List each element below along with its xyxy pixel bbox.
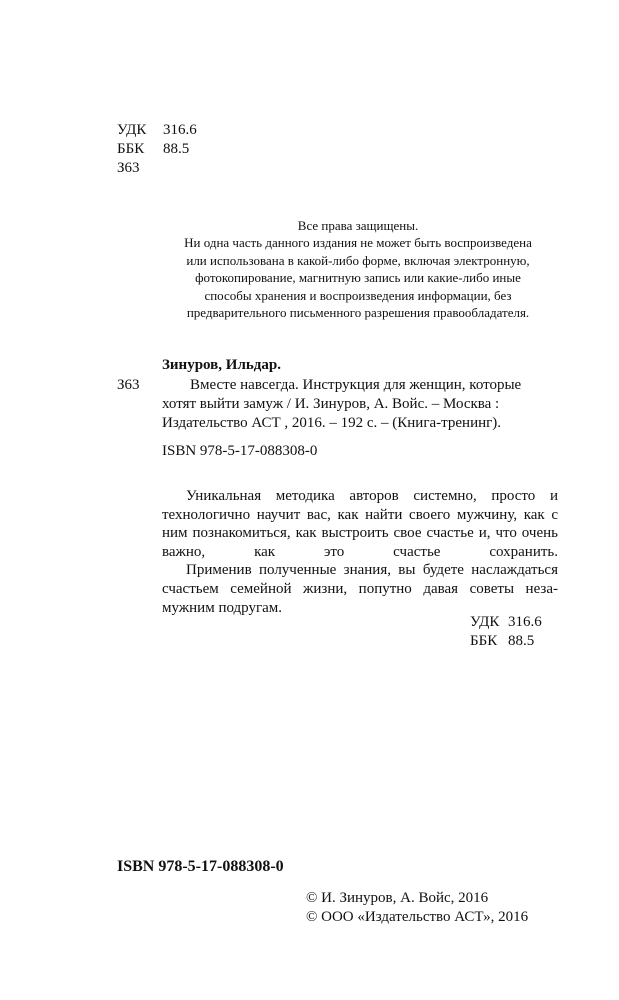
rights-line: или использована в какой-либо форме, включая электронную, — [186, 252, 530, 268]
bbk-label: ББК — [470, 633, 498, 649]
bbk-line — [470, 632, 534, 650]
rights-notice — [150, 217, 566, 321]
rights-line: Все права защищены. — [297, 218, 419, 233]
bbk-value: 88.5 — [508, 633, 535, 649]
udk-value: 316.6 — [508, 614, 542, 630]
udk-line — [117, 121, 197, 139]
annotation — [162, 487, 558, 617]
rights-line: предварительного письменного разрешения правообладателя. — [186, 305, 530, 321]
bibliography-line: Вместе навсегда. Инструкция для женщин, которые — [190, 377, 522, 393]
rights-line: способы хранения и воспроизведения информации, без — [204, 287, 512, 303]
rights-line: фотокопирование, магнитную запись или какие-либо иные — [195, 270, 521, 286]
copyright-line: © ООО «Издательство АСТ», 2016 — [306, 909, 529, 925]
bibliography-mark: З63 — [117, 377, 140, 393]
author-mark: З63 — [117, 160, 140, 176]
annotation-paragraph: Уникальная методика авторов системно, просто и технологично научит вас, как найти своего мужчину, как с ним познакомиться, как выстроить свое счастье и, что очень важно, как это счастье сохранить. — [162, 488, 558, 560]
bbk-value: 88.5 — [163, 141, 190, 157]
bbk-line — [117, 140, 189, 158]
bibliographic-record — [0, 356, 619, 466]
rights-line: Ни одна часть данного издания не может быть воспроизведена — [184, 235, 532, 251]
annotation-paragraph: Применив полученные знания, вы будете наслаждаться счастьем семейной жизни, попутно давая советы незамужним подругам. — [162, 562, 558, 616]
udk-value: 316.6 — [163, 122, 197, 138]
udk-line — [470, 613, 542, 631]
bibliography-line: хотят выйти замуж / И. Зинуров, А. Войс. – Москва : — [162, 396, 500, 412]
copyright-line: © И. Зинуров, А. Войс, 2016 — [306, 890, 489, 906]
bbk-label: ББК — [117, 141, 145, 157]
udk-label: УДК — [470, 614, 500, 630]
udk-label: УДК — [117, 122, 147, 138]
bibliography-line: Издательство АСТ , 2016. – 192 с. – (Книга-тренинг). — [162, 415, 502, 431]
bibliography-author: Зинуров, Ильдар. — [162, 357, 281, 373]
isbn-bold: ISBN 978-5-17-088308-0 — [117, 858, 284, 875]
bibliography-isbn: ISBN 978-5-17-088308-0 — [162, 443, 318, 459]
